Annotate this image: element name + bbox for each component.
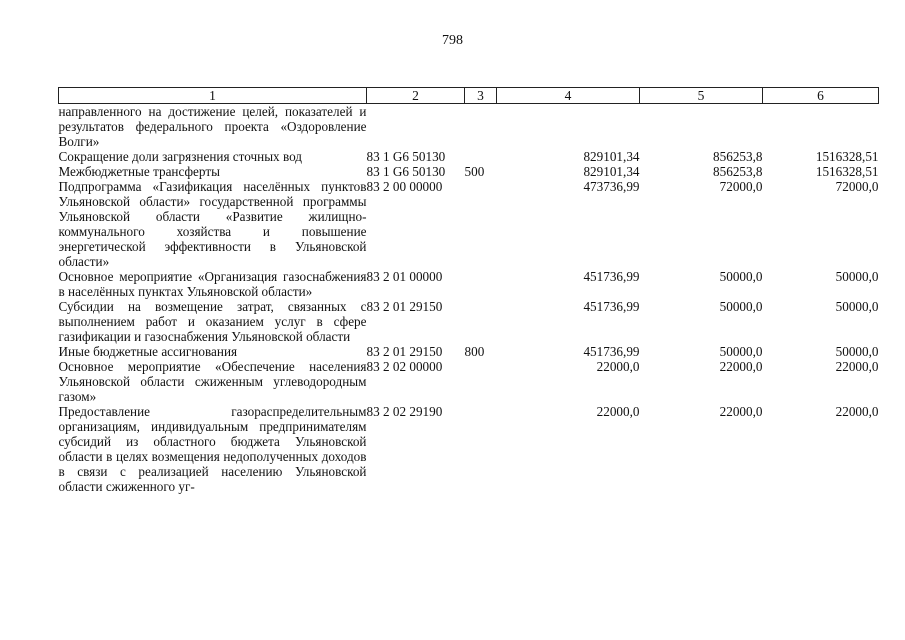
row-value-2024: 856253,8 (713, 164, 763, 179)
row-type: 800 (464, 344, 485, 359)
row-value-2024: 72000,0 (719, 179, 763, 194)
row-value-2025: 72000,0 (835, 179, 879, 194)
row-value-2023: 22000,0 (596, 404, 640, 419)
row-description: направленного на достижение целей, показателей и результатов федерального проекта «Оздоровление Волги» (58, 104, 367, 149)
row-value-2024: 50000,0 (719, 299, 763, 314)
table-row (59, 164, 879, 179)
table-row (59, 104, 879, 150)
row-description: Подпрограмма «Газификация населённых пунктов Ульяновской области» государственной программы Ульяновской области «Развитие жилищно-коммунального хозяйства и повышение энергетической эффективности в Ульяновской области» (58, 179, 367, 269)
table-row (59, 404, 879, 494)
row-description: Основное мероприятие «Организация газоснабжения в населённых пунктах Ульяновской области» (58, 269, 367, 299)
table-row (59, 359, 879, 404)
row-value-2024: 22000,0 (719, 404, 763, 419)
page-number: 798 (442, 33, 463, 48)
row-value-2025: 1516328,51 (815, 164, 879, 179)
row-value-2024 (640, 104, 763, 150)
row-description: Сокращение доли загрязнения сточных вод (58, 149, 303, 164)
table-row (59, 269, 879, 299)
column-header: 2 (367, 88, 465, 104)
row-value-2025: 50000,0 (835, 299, 879, 314)
row-code (367, 104, 465, 150)
row-code: 83 2 01 29150 (366, 299, 443, 314)
row-value-2024: 50000,0 (719, 269, 763, 284)
column-header: 3 (465, 88, 497, 104)
budget-table (58, 87, 879, 494)
row-value-2023 (497, 104, 640, 150)
row-type (465, 269, 497, 299)
row-value-2025 (763, 104, 879, 150)
row-code: 83 1 G6 50130 (366, 149, 446, 164)
row-type (465, 359, 497, 404)
row-description: Межбюджетные трансферты (58, 164, 220, 179)
row-code: 83 1 G6 50130 (366, 164, 446, 179)
row-value-2024: 856253,8 (713, 149, 763, 164)
row-value-2025: 22000,0 (835, 359, 879, 374)
table-row (59, 299, 879, 344)
row-code: 83 2 01 00000 (366, 269, 443, 284)
row-value-2025: 22000,0 (835, 404, 879, 419)
row-description: Основное мероприятие «Обеспечение населения Ульяновской области сжиженным углеводородным газом» (58, 359, 367, 404)
row-type (465, 149, 497, 164)
table-header-row (59, 88, 879, 104)
row-value-2025: 50000,0 (835, 344, 879, 359)
column-header: 6 (763, 88, 879, 104)
row-value-2023: 22000,0 (596, 359, 640, 374)
column-header: 1 (59, 88, 367, 104)
row-description: Иные бюджетные ассигнования (58, 344, 238, 359)
row-value-2023: 829101,34 (583, 164, 640, 179)
row-value-2023: 451736,99 (583, 269, 640, 284)
row-value-2025: 50000,0 (835, 269, 879, 284)
row-value-2025: 1516328,51 (815, 149, 879, 164)
row-description: Субсидии на возмещение затрат, связанных с выполнением работ и оказанием услуг в сфере газификации и газоснабжения Ульяновской области (58, 299, 367, 344)
row-type: 500 (464, 164, 485, 179)
table-row (59, 149, 879, 164)
row-description: Предоставление газораспределительным организациям, индивидуальным предпринимателям субсидий из областного бюджета Ульяновской области в целях возмещения недополученных доходов в связи с реализацией населению Ульяновской области сжиженного уг- (58, 404, 367, 494)
column-header: 5 (640, 88, 763, 104)
table-row (59, 179, 879, 269)
row-code: 83 2 01 29150 (366, 344, 443, 359)
row-value-2023: 473736,99 (583, 179, 640, 194)
table-row (59, 344, 879, 359)
row-value-2024: 22000,0 (719, 359, 763, 374)
row-type (465, 179, 497, 269)
row-type (465, 404, 497, 494)
row-code: 83 2 02 29190 (366, 404, 443, 419)
row-value-2023: 829101,34 (583, 149, 640, 164)
row-code: 83 2 00 00000 (366, 179, 443, 194)
column-header: 4 (497, 88, 640, 104)
row-type (465, 299, 497, 344)
row-value-2023: 451736,99 (583, 299, 640, 314)
row-type (465, 104, 497, 150)
row-value-2024: 50000,0 (719, 344, 763, 359)
row-value-2023: 451736,99 (583, 344, 640, 359)
row-code: 83 2 02 00000 (366, 359, 443, 374)
